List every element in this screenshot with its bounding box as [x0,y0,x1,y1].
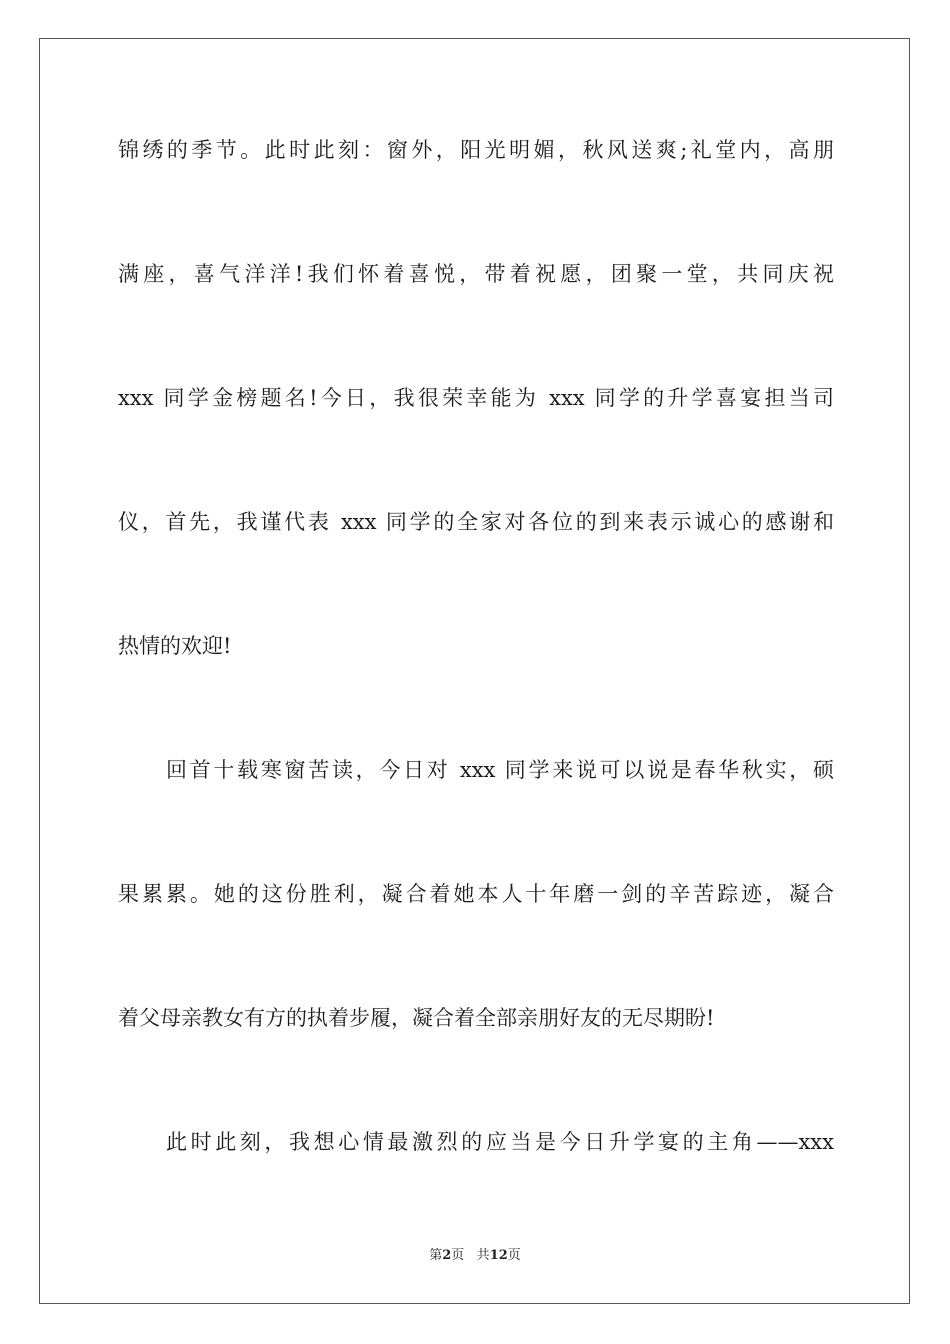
text-line: xxx 同学金榜题名!今日，我很荣幸能为 xxx 同学的升学喜宴担当司 [118,386,834,410]
page-total-label: 共12页 [476,1248,521,1263]
text-line: 果累累。她的这份胜利，凝合着她本人十年磨一剑的辛苦踪迹，凝合 [118,882,834,906]
total-page-number: 12 [489,1248,508,1263]
current-page-number: 2 [442,1248,452,1263]
page-border [39,38,910,1304]
paragraph-first-line: 此时此刻，我想心情最激烈的应当是今日升学宴的主角——xxx [166,1130,834,1154]
text-line: 仪，首先，我谨代表 xxx 同学的全家对各位的到来表示诚心的感谢和 [118,510,834,534]
text-line: 满座，喜气洋洋!我们怀着喜悦，带着祝愿，团聚一堂，共同庆祝 [118,262,834,286]
paragraph-first-line: 回首十载寒窗苦读，今日对 xxx 同学来说可以说是春华秋实，硕 [166,758,834,782]
page-number-label: 第2页 [429,1248,465,1263]
text-line: 着父母亲教女有方的执着步履，凝合着全部亲朋好友的无尽期盼! [118,1006,715,1030]
text-line: 锦绣的季节。此时此刻：窗外，阳光明媚，秋风送爽;礼堂内，高朋 [118,138,834,162]
text-line: 热情的欢迎! [118,634,232,658]
page-footer [0,1247,950,1265]
